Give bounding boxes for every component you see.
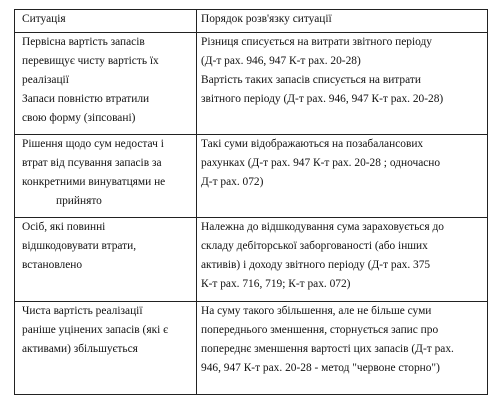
- solution-line: Д-т рах. 072): [201, 176, 264, 188]
- situation-line: перевищує чисту вартість їх: [22, 55, 159, 67]
- situation-line: конкретними винуватцями не: [22, 176, 166, 188]
- situation-cell: [15, 33, 197, 135]
- solution-line: складу дебіторської заборгованості (або інших: [201, 240, 428, 252]
- header-situation: Ситуація: [15, 10, 197, 33]
- situation-line: реалізації: [22, 74, 69, 86]
- solution-cell: [197, 302, 488, 395]
- situation-line: відшкодовувати втрати,: [22, 240, 137, 252]
- solution-line: К-т рах. 716, 719; К-т рах. 072): [201, 278, 351, 290]
- situation-cell: [15, 218, 197, 302]
- solution-line: попереднє зменшення вартості цих запасів (Д-т рах.: [201, 343, 454, 355]
- solution-line: На суму такого збільшення, але не більше суми: [201, 305, 432, 317]
- situation-line: прийнято: [56, 195, 102, 207]
- situation-line: раніше уцінених запасів (які є: [22, 324, 168, 336]
- situation-line: Первісна вартість запасів: [22, 36, 145, 48]
- header-solution: Порядок розв'язку ситуації: [197, 10, 488, 33]
- solution-cell: [197, 135, 488, 218]
- solution-line: попереднього зменшення, сторнується запис про: [201, 324, 439, 336]
- solution-line: Належна до відшкодування сума зараховується до: [201, 221, 444, 233]
- situation-line: встановлено: [22, 259, 83, 271]
- solution-line: Вартість таких запасів списується на витрати: [201, 74, 421, 86]
- situation-line: активами) збільшується: [22, 343, 138, 355]
- situation-line: Рішення щодо сум недостач і: [22, 138, 164, 150]
- situations-table: [14, 9, 488, 395]
- solution-line: (Д-т рах. 946, 947 К-т рах. 20-28): [201, 55, 361, 67]
- solution-line: активів) і доходу звітного періоду (Д-т рах. 375: [201, 259, 431, 271]
- situation-line: Чиста вартість реалізації: [22, 305, 143, 317]
- table-row: [15, 218, 488, 302]
- table-row: [15, 135, 488, 218]
- solution-line: Різниця списується на витрати звітного періоду: [201, 36, 433, 48]
- situation-line: свою форму (зіпсовані): [22, 112, 136, 124]
- situation-cell: [15, 135, 197, 218]
- header-row: [15, 10, 488, 33]
- table-row: [15, 33, 488, 135]
- solution-cell: [197, 33, 488, 135]
- solution-line: звітного періоду (Д-т рах. 946, 947 К-т рах. 20-28): [201, 93, 444, 105]
- situation-cell: [15, 302, 197, 395]
- solution-cell: [197, 218, 488, 302]
- solution-line: Такі суми відображаються на позабалансових: [201, 138, 424, 150]
- table-row: [15, 302, 488, 395]
- solution-line: 946, 947 К-т рах. 20-28 - метод "червоне сторно"): [201, 362, 440, 374]
- situation-line: втрат від псування запасів за: [22, 157, 162, 169]
- situation-line: Осіб, які повинні: [22, 221, 106, 233]
- situation-line: Запаси повністю втратили: [22, 93, 150, 105]
- solution-line: рахунках (Д-т рах. 947 К-т рах. 20-28 ; одночасно: [201, 157, 441, 169]
